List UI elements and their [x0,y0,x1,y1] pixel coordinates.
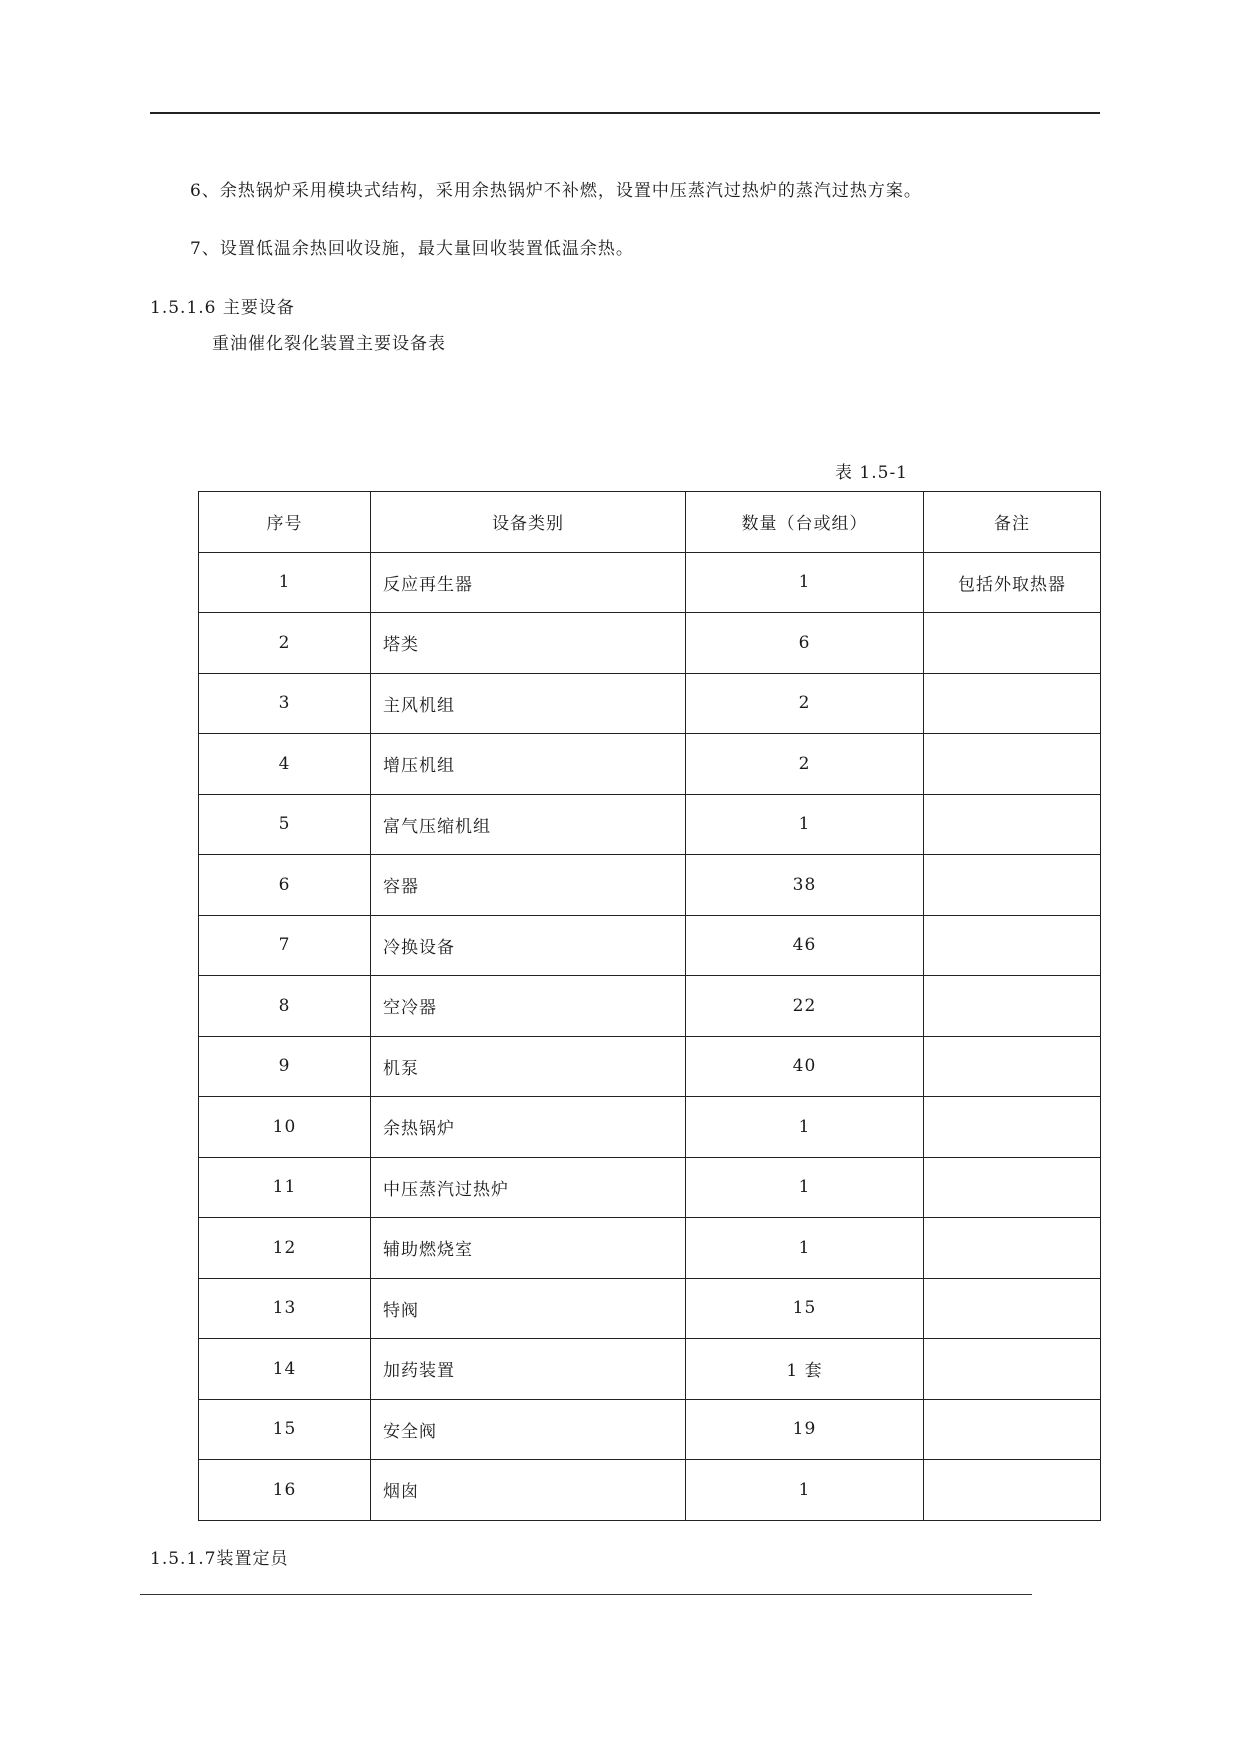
header-cell-no: 序号 [199,492,371,553]
cell-remark [924,1399,1101,1460]
table-row [199,1278,1101,1339]
cell-category: 特阀 [371,1278,686,1339]
paragraph-item-6: 6、余热锅炉采用模块式结构，采用余热锅炉不补燃，设置中压蒸汽过热炉的蒸汽过热方案。 [190,181,922,201]
cell-no: 4 [199,734,371,795]
cell-remark [924,794,1101,855]
table-header-row [199,492,1101,553]
table-title: 重油催化裂化装置主要设备表 [212,334,446,354]
cell-category: 冷换设备 [371,915,686,976]
cell-quantity: 1 [686,1097,924,1158]
cell-remark [924,734,1101,795]
cell-remark [924,855,1101,916]
cell-category: 空冷器 [371,976,686,1037]
cell-category: 余热锅炉 [371,1097,686,1158]
table-row [199,1097,1101,1158]
cell-no: 5 [199,794,371,855]
cell-quantity: 46 [686,915,924,976]
cell-no: 7 [199,915,371,976]
cell-no: 15 [199,1399,371,1460]
cell-no: 3 [199,673,371,734]
table-row [199,613,1101,674]
table-row [199,794,1101,855]
cell-quantity: 6 [686,613,924,674]
table-row [199,552,1101,613]
cell-no: 2 [199,613,371,674]
cell-category: 反应再生器 [371,552,686,613]
table-row [199,1157,1101,1218]
cell-quantity: 1 [686,1218,924,1279]
header-cell-quantity: 数量（台或组） [686,492,924,553]
section-heading-staffing: 1.5.1.7装置定员 [150,1549,289,1569]
cell-remark [924,1339,1101,1400]
cell-remark [924,613,1101,674]
cell-no: 13 [199,1278,371,1339]
cell-no: 6 [199,855,371,916]
cell-no: 12 [199,1218,371,1279]
cell-category: 中压蒸汽过热炉 [371,1157,686,1218]
table-number: 表 1.5-1 [835,463,908,483]
cell-remark [924,1036,1101,1097]
cell-quantity: 1 [686,794,924,855]
cell-quantity: 1 [686,1460,924,1521]
table-row [199,1036,1101,1097]
cell-quantity: 2 [686,673,924,734]
cell-remark [924,1278,1101,1339]
cell-no: 1 [199,552,371,613]
cell-remark [924,1460,1101,1521]
footer-rule [140,1594,1032,1595]
cell-quantity: 1 套 [686,1339,924,1400]
cell-category: 主风机组 [371,673,686,734]
cell-quantity: 40 [686,1036,924,1097]
cell-quantity: 15 [686,1278,924,1339]
table-row [199,734,1101,795]
cell-category: 塔类 [371,613,686,674]
cell-remark [924,976,1101,1037]
cell-category: 辅助燃烧室 [371,1218,686,1279]
paragraph-item-7: 7、设置低温余热回收设施，最大量回收装置低温余热。 [190,239,634,259]
cell-category: 机泵 [371,1036,686,1097]
cell-remark [924,1218,1101,1279]
cell-quantity: 19 [686,1399,924,1460]
cell-no: 16 [199,1460,371,1521]
header-cell-category: 设备类别 [371,492,686,553]
cell-no: 14 [199,1339,371,1400]
table-row [199,1460,1101,1521]
cell-no: 10 [199,1097,371,1158]
section-heading-main-equipment: 1.5.1.6 主要设备 [150,298,295,318]
table-row [199,1399,1101,1460]
cell-quantity: 38 [686,855,924,916]
cell-category: 烟囱 [371,1460,686,1521]
equipment-table [198,491,1101,1521]
table-row [199,673,1101,734]
cell-remark: 包括外取热器 [924,552,1101,613]
cell-no: 11 [199,1157,371,1218]
cell-category: 安全阀 [371,1399,686,1460]
cell-no: 8 [199,976,371,1037]
table-row [199,915,1101,976]
table-row [199,1339,1101,1400]
cell-quantity: 1 [686,552,924,613]
cell-remark [924,1097,1101,1158]
cell-remark [924,1157,1101,1218]
header-rule [150,112,1100,114]
table-row [199,976,1101,1037]
cell-category: 加药装置 [371,1339,686,1400]
cell-quantity: 2 [686,734,924,795]
table-row [199,1218,1101,1279]
table-row [199,855,1101,916]
cell-no: 9 [199,1036,371,1097]
cell-category: 富气压缩机组 [371,794,686,855]
cell-quantity: 22 [686,976,924,1037]
cell-category: 增压机组 [371,734,686,795]
cell-quantity: 1 [686,1157,924,1218]
cell-category: 容器 [371,855,686,916]
cell-remark [924,673,1101,734]
header-cell-remark: 备注 [924,492,1101,553]
cell-remark [924,915,1101,976]
